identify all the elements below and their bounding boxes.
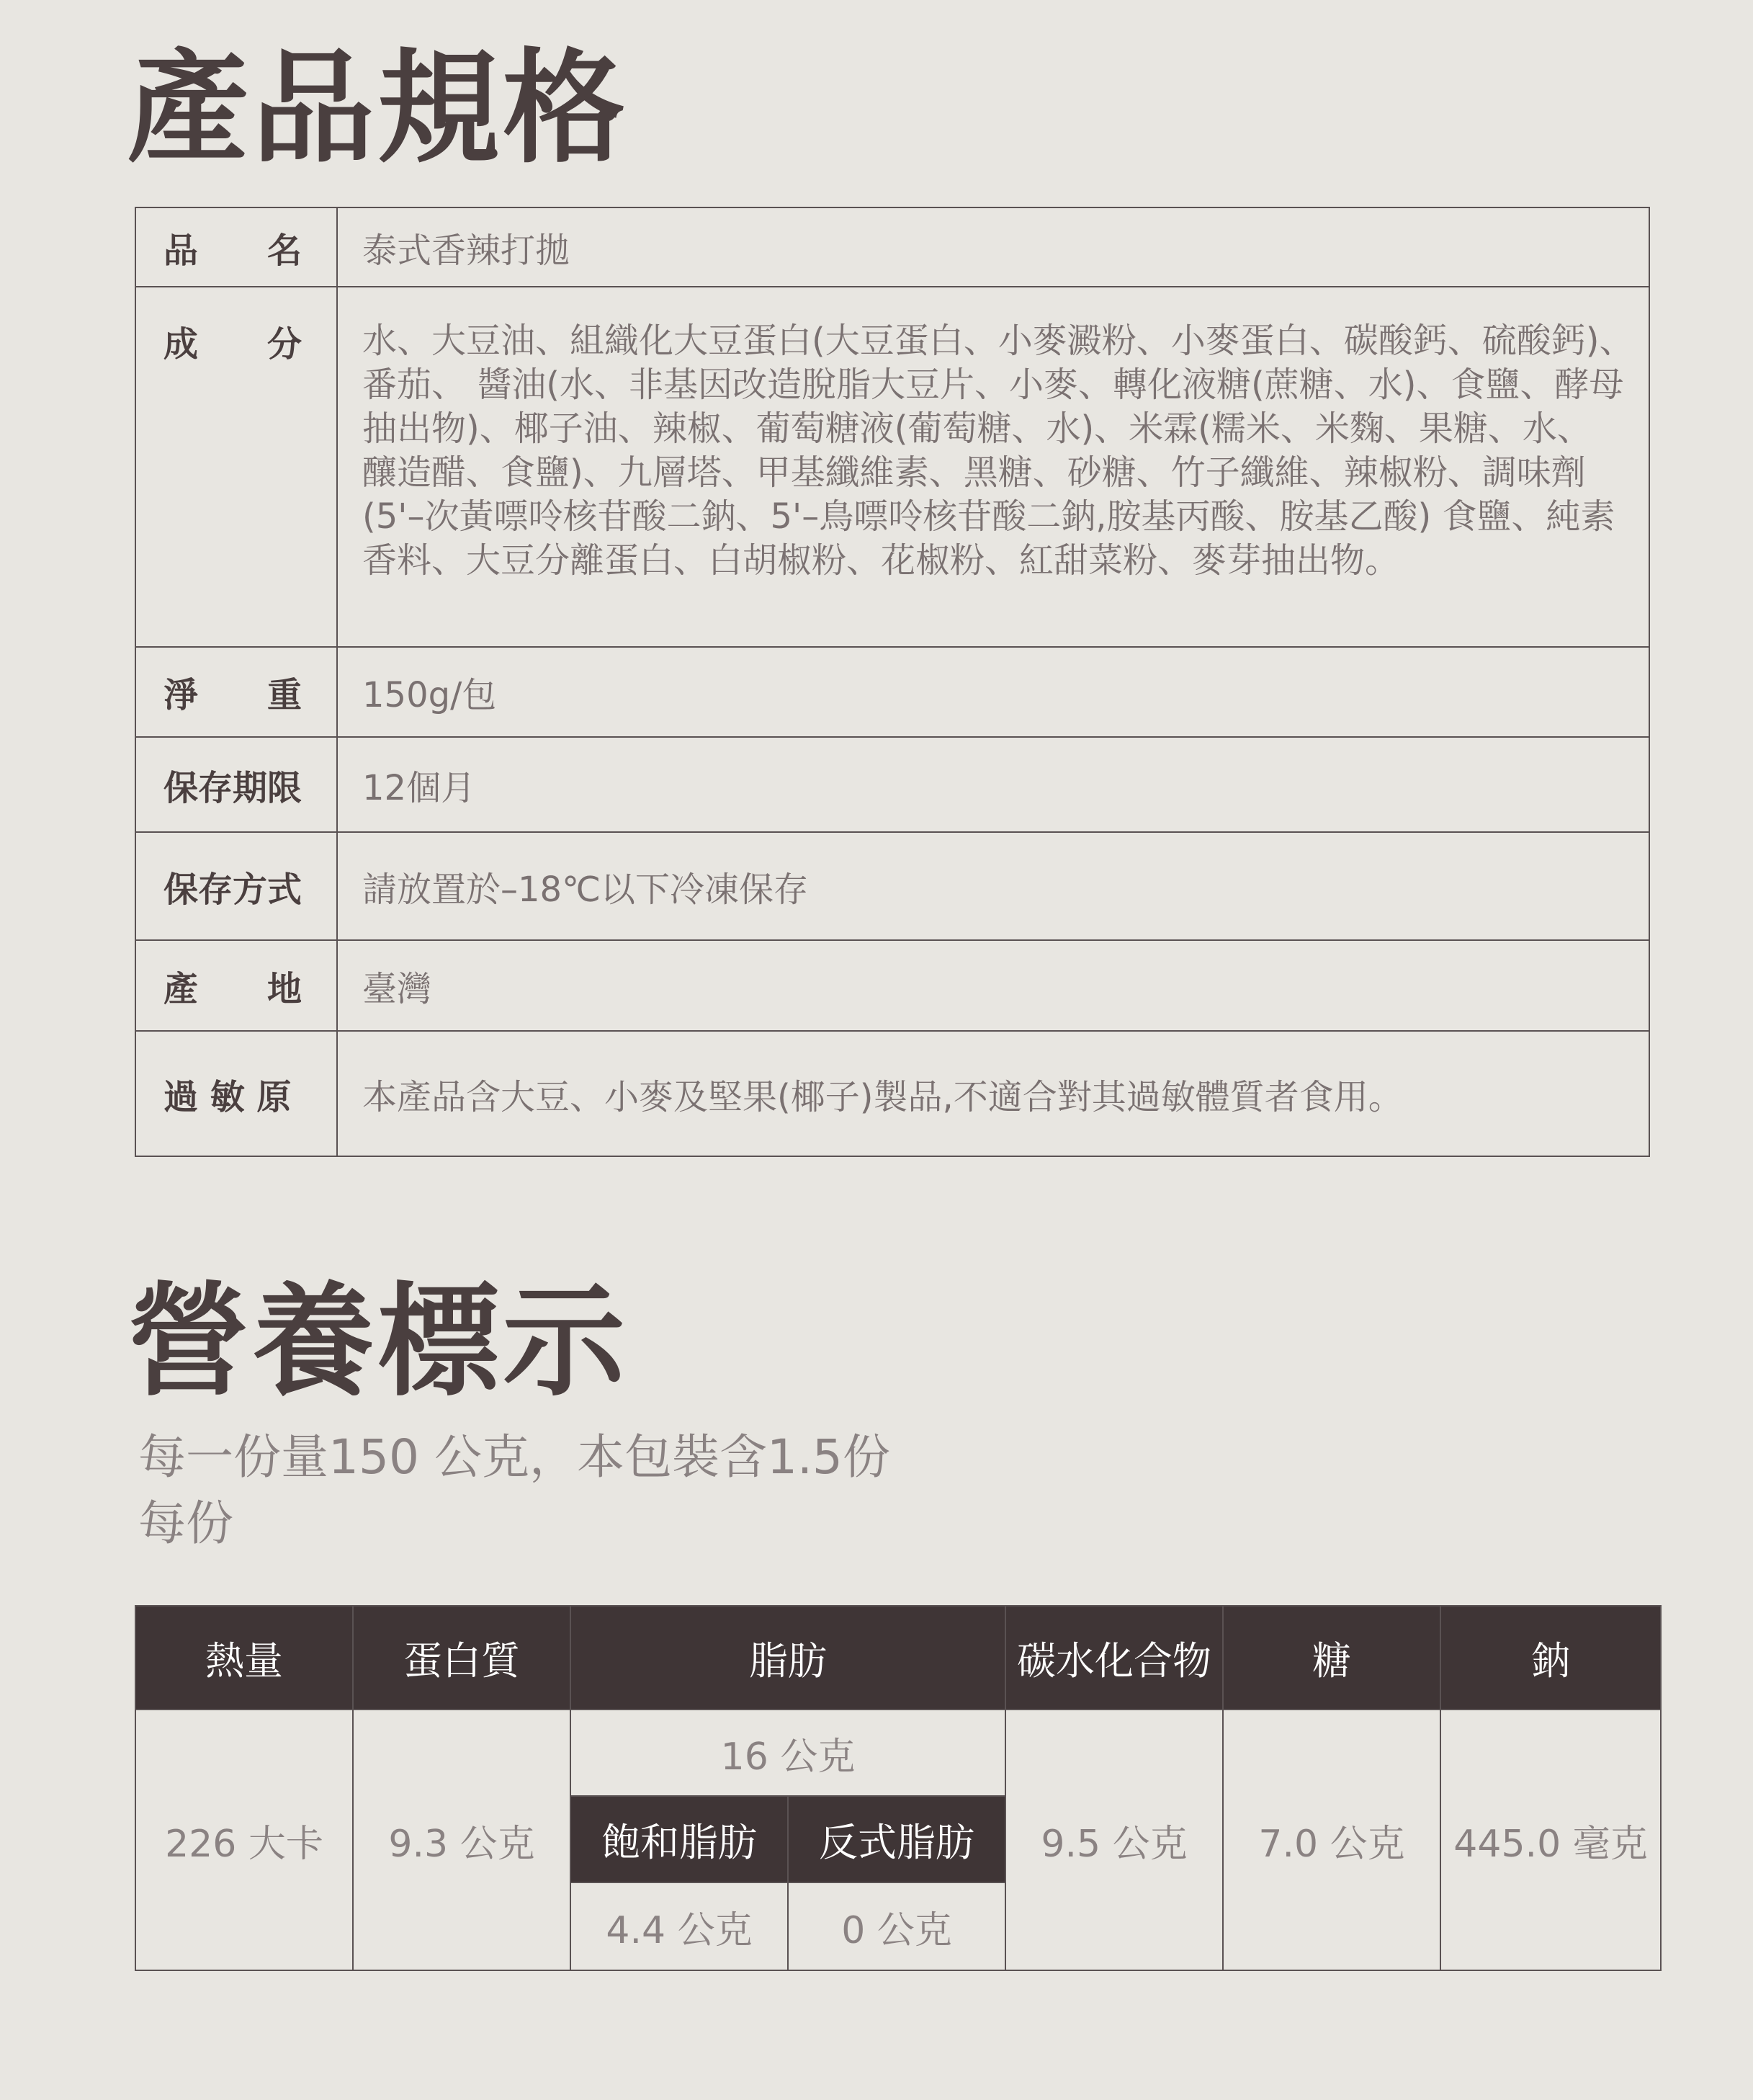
value-saturated-fat: 4.4 公克: [570, 1882, 788, 1970]
nutrition-table: [135, 1605, 1662, 1971]
value-fat: 16 公克: [570, 1710, 1005, 1796]
nutrition-title: 營養標示: [127, 1271, 629, 1413]
value-sodium: 445.0 毫克: [1440, 1710, 1661, 1970]
spec-value-shelf-life: 12個月: [337, 737, 1649, 832]
nutrition-header-row: [135, 1606, 1661, 1710]
nutrition-row-fat-total: [135, 1710, 1661, 1796]
spec-label-storage: 保存方式: [135, 832, 337, 940]
spec-label-weight: 淨 重: [135, 647, 337, 737]
spec-table: [135, 207, 1650, 1157]
spec-label-name: 品 名: [135, 207, 337, 287]
spec-label-shelf-life: 保存期限: [135, 737, 337, 832]
header-sugar: 糖: [1223, 1606, 1440, 1710]
spec-value-storage: 請放置於–18℃以下冷凍保存: [337, 832, 1649, 940]
spec-value-origin: 臺灣: [337, 940, 1649, 1031]
header-fat: 脂肪: [570, 1606, 1005, 1710]
ingredients-text: [362, 316, 1636, 583]
spec-value-weight: 150g/包: [337, 647, 1649, 737]
header-protein: 蛋白質: [353, 1606, 570, 1710]
spec-row-weight: [135, 647, 1649, 737]
spec-title: 產品規格: [127, 37, 629, 180]
spec-row-name: [135, 207, 1649, 287]
spec-value-allergen: 本產品含大豆、小麥及堅果(椰子)製品,不適合對其過敏體質者食用。: [337, 1031, 1649, 1156]
spec-label-origin: 產 地: [135, 940, 337, 1031]
spec-row-storage: [135, 832, 1649, 940]
spec-label-allergen: 過 敏 原: [135, 1031, 337, 1156]
header-carbs: 碳水化合物: [1005, 1606, 1223, 1710]
ingredients-line: 水、大豆油、組織化大豆蛋白(大豆蛋白、小麥澱粉、小麥蛋白、碳酸鈣、硫酸鈣)、: [362, 321, 1634, 361]
value-calories: 226 大卡: [135, 1710, 353, 1970]
spec-row-allergen: [135, 1031, 1649, 1156]
header-trans-fat: 反式脂肪: [788, 1796, 1005, 1882]
spec-label-ingredients: 成 分: [135, 287, 337, 647]
spec-row-ingredients: [135, 287, 1649, 647]
header-sodium: 鈉: [1440, 1606, 1661, 1710]
spec-value-name: 泰式香辣打拋: [337, 207, 1649, 287]
per-serving-text: 每份: [138, 1496, 233, 1551]
ingredients-line: 抽出物)、椰子油、辣椒、葡萄糖液(葡萄糖、水)、米霖(糯米、米麴、果糖、水、: [362, 408, 1592, 449]
header-saturated-fat: 飽和脂肪: [570, 1796, 788, 1882]
value-carbs: 9.5 公克: [1005, 1710, 1223, 1970]
value-trans-fat: 0 公克: [788, 1882, 1005, 1970]
spec-row-origin: [135, 940, 1649, 1031]
header-calories: 熱量: [135, 1606, 353, 1710]
ingredients-line: 番茄、 醬油(水、非基因改造脫脂大豆片、小麥、轉化液糖(蔗糖、水)、食鹽、酵母: [362, 365, 1624, 405]
ingredients-line: (5'–次黃嘌呤核苷酸二鈉、5'–鳥嘌呤核苷酸二鈉,胺基丙酸、胺基乙酸) 食鹽、純素: [362, 496, 1615, 537]
value-protein: 9.3 公克: [353, 1710, 570, 1970]
serving-size-text: 每一份量150 公克，本包裝含1.5份: [138, 1429, 890, 1485]
ingredients-line: 香料、大豆分離蛋白、白胡椒粉、花椒粉、紅甜菜粉、麥芽抽出物。: [362, 540, 1400, 581]
spec-value-ingredients: [337, 287, 1649, 647]
value-sugar: 7.0 公克: [1223, 1710, 1440, 1970]
ingredients-line: 釀造醋、食鹽)、九層塔、甲基纖維素、黑糖、砂糖、竹子纖維、辣椒粉、調味劑: [362, 452, 1586, 493]
spec-row-shelf-life: [135, 737, 1649, 832]
